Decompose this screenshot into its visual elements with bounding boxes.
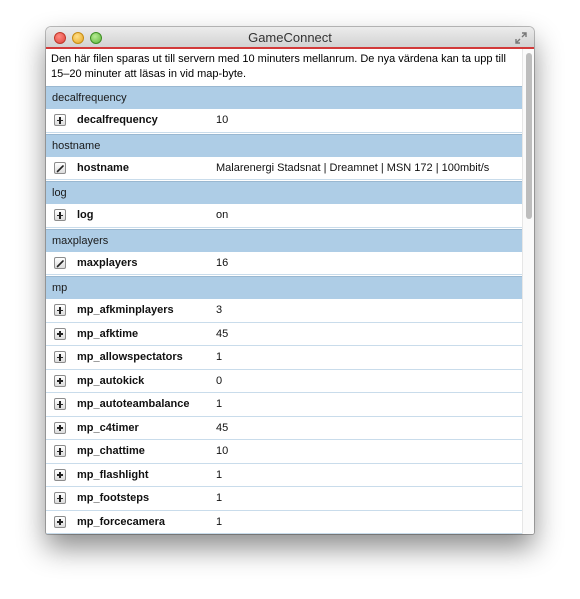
setting-name: mp_autoteambalance	[77, 398, 190, 410]
setting-row[interactable]	[46, 299, 522, 323]
setting-value: 45	[216, 421, 229, 434]
setting-value: 45	[216, 327, 229, 340]
edit-setting-button[interactable]	[54, 257, 66, 269]
setting-row[interactable]	[46, 393, 522, 417]
section-header: mp	[46, 276, 522, 299]
setting-value: Malarenergi Stadsnat | Dreamnet | MSN 172 | 100mbit/s	[216, 161, 490, 174]
save-notice: Den här filen sparas ut till servern med 10 minuters mellanrum. De nya värdena kan ta upp till 15–20 minuter att läsas in vid map-byte.	[51, 53, 506, 80]
setting-value: 10	[216, 445, 229, 457]
section-header: hostname	[46, 134, 522, 157]
setting-value: 10	[216, 114, 229, 126]
setting-row[interactable]	[46, 346, 522, 370]
setting-value: 3	[216, 304, 223, 316]
pencil-icon	[56, 259, 65, 268]
setting-row[interactable]	[46, 252, 522, 276]
setting-name: mp_afktime	[77, 327, 139, 340]
add-setting-button[interactable]	[54, 351, 66, 363]
add-setting-button[interactable]	[54, 328, 66, 340]
setting-row[interactable]	[46, 464, 522, 488]
setting-value: 1	[216, 398, 223, 410]
add-setting-button[interactable]	[54, 516, 66, 528]
add-setting-button[interactable]	[54, 445, 66, 457]
settings-list	[46, 49, 522, 534]
section-header: maxplayers	[46, 229, 522, 252]
setting-row[interactable]	[46, 511, 522, 535]
setting-row[interactable]	[46, 109, 522, 133]
setting-name: mp_flashlight	[77, 468, 149, 481]
setting-name: mp_autokick	[77, 374, 145, 387]
setting-name: decalfrequency	[77, 114, 158, 126]
add-setting-button[interactable]	[54, 398, 66, 410]
add-setting-button[interactable]	[54, 469, 66, 481]
setting-name: mp_allowspectators	[77, 351, 183, 363]
add-setting-button[interactable]	[54, 209, 66, 221]
setting-name: maxplayers	[77, 256, 138, 269]
add-setting-button[interactable]	[54, 304, 66, 316]
fullscreen-icon[interactable]	[514, 31, 528, 45]
setting-value: 1	[216, 492, 223, 504]
add-setting-button[interactable]	[54, 114, 66, 126]
setting-name: mp_c4timer	[77, 421, 139, 434]
scroll-thumb[interactable]	[526, 53, 532, 219]
setting-value: 1	[216, 351, 223, 363]
add-setting-button[interactable]	[54, 375, 66, 387]
vertical-scrollbar[interactable]	[522, 49, 534, 534]
window-title: GameConnect	[248, 30, 332, 45]
setting-name: mp_chattime	[77, 445, 145, 457]
section-header: log	[46, 181, 522, 204]
setting-value: 1	[216, 468, 223, 481]
setting-row[interactable]	[46, 204, 522, 228]
setting-row[interactable]	[46, 370, 522, 394]
title-bar[interactable]	[46, 27, 534, 49]
setting-row[interactable]	[46, 417, 522, 441]
add-setting-button[interactable]	[54, 492, 66, 504]
setting-row[interactable]	[46, 157, 522, 181]
setting-row[interactable]	[46, 440, 522, 464]
setting-value: 0	[216, 374, 223, 387]
edit-setting-button[interactable]	[54, 162, 66, 174]
setting-name: mp_forcecamera	[77, 515, 166, 528]
pencil-icon	[56, 164, 65, 173]
setting-name: hostname	[77, 161, 129, 174]
setting-name: mp_footsteps	[77, 492, 150, 504]
setting-row[interactable]	[46, 323, 522, 347]
app-window	[46, 27, 534, 534]
setting-row[interactable]	[46, 487, 522, 511]
add-setting-button[interactable]	[54, 422, 66, 434]
setting-name: mp_afkminplayers	[77, 304, 174, 316]
setting-value: 16	[216, 256, 229, 269]
setting-value: on	[216, 209, 229, 221]
setting-name: log	[77, 209, 94, 221]
section-header: decalfrequency	[46, 86, 522, 109]
setting-value: 1	[216, 515, 223, 528]
